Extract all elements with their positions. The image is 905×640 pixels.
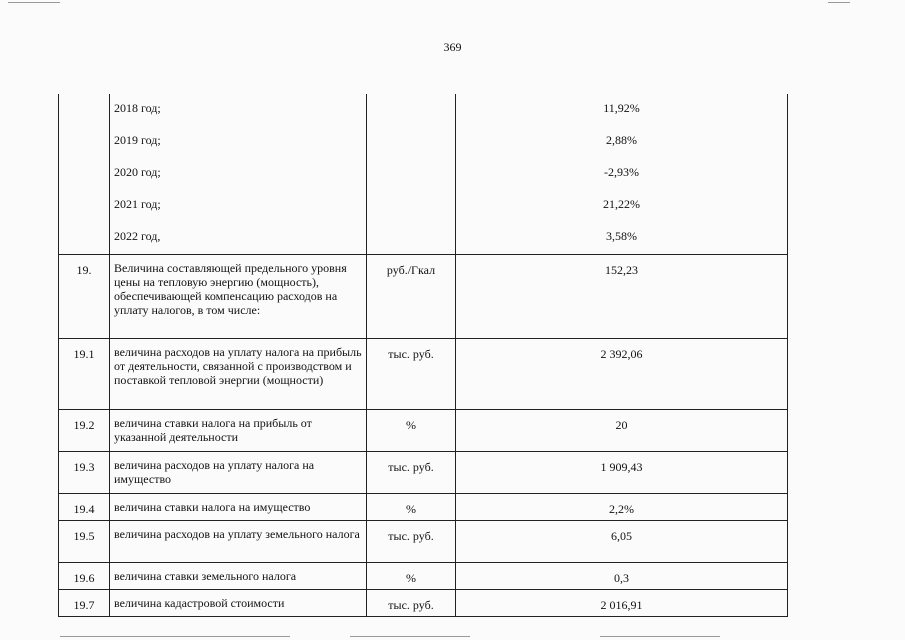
table-row: [59, 494, 788, 521]
year-label: 2021 год;: [110, 190, 367, 222]
row-value: 152,23: [456, 255, 788, 339]
unit-cell-empty: [367, 94, 456, 255]
table-row: [59, 521, 788, 563]
row-number: 19.5: [59, 521, 110, 563]
row-name: величина кадастровой стоимости: [110, 590, 367, 617]
row-name: величина расходов на уплату земельного налога: [110, 521, 367, 563]
scan-artifact-line: [600, 636, 720, 637]
row-unit: руб./Гкал: [367, 255, 456, 339]
year-label: 2022 год,: [110, 222, 367, 255]
page-number: 369: [443, 40, 462, 54]
table-row: [59, 452, 788, 494]
year-label: 2019 год;: [110, 126, 367, 158]
row-number: 19.1: [59, 339, 110, 410]
row-value: 2,2%: [456, 494, 788, 521]
year-label: 2018 год;: [110, 94, 367, 126]
table-row: [59, 255, 788, 339]
table-row: [59, 339, 788, 410]
row-value: 0,3: [456, 563, 788, 590]
row-name: величина расходов на уплату налога на прибыль от деятельности, связанной с производством и поставкой тепловой энергии (мощности): [110, 339, 367, 410]
year-value: 21,22%: [456, 190, 788, 222]
row-value: 2 016,91: [456, 590, 788, 617]
tariff-table: [58, 94, 788, 617]
row-number: 19.2: [59, 410, 110, 452]
table-row-year: [59, 94, 788, 126]
table-row: [59, 563, 788, 590]
year-value: -2,93%: [456, 158, 788, 190]
row-value: 1 909,43: [456, 452, 788, 494]
scan-artifact-line: [60, 636, 290, 637]
row-number: 19.3: [59, 452, 110, 494]
row-unit: тыс. руб.: [367, 521, 456, 563]
table-row: [59, 590, 788, 617]
year-value: 3,58%: [456, 222, 788, 255]
row-unit: %: [367, 494, 456, 521]
row-value: 2 392,06: [456, 339, 788, 410]
row-unit: тыс. руб.: [367, 452, 456, 494]
row-value: 20: [456, 410, 788, 452]
row-name: величина ставки налога на прибыль от указанной деятельности: [110, 410, 367, 452]
row-number: 19.6: [59, 563, 110, 590]
row-unit: тыс. руб.: [367, 590, 456, 617]
scan-artifact-line: [828, 2, 850, 3]
row-unit: %: [367, 410, 456, 452]
row-value: 6,05: [456, 521, 788, 563]
scan-artifact-line: [8, 2, 60, 3]
row-unit: %: [367, 563, 456, 590]
year-value: 11,92%: [456, 94, 788, 126]
row-number: 19.: [59, 255, 110, 339]
row-number: 19.4: [59, 494, 110, 521]
table-row: [59, 410, 788, 452]
year-label: 2020 год;: [110, 158, 367, 190]
year-value: 2,88%: [456, 126, 788, 158]
scan-artifact-line: [350, 636, 470, 637]
row-unit: тыс. руб.: [367, 339, 456, 410]
row-name: Величина составляющей предельного уровня цены на тепловую энергию (мощность), обеспечивающей компенсацию расходов на уплату налогов, в том числе:: [110, 255, 367, 339]
row-name: величина расходов на уплату налога на имущество: [110, 452, 367, 494]
row-name: величина ставки земельного налога: [110, 563, 367, 590]
row-number-cell-empty: [59, 94, 110, 255]
row-number: 19.7: [59, 590, 110, 617]
row-name: величина ставки налога на имущество: [110, 494, 367, 521]
